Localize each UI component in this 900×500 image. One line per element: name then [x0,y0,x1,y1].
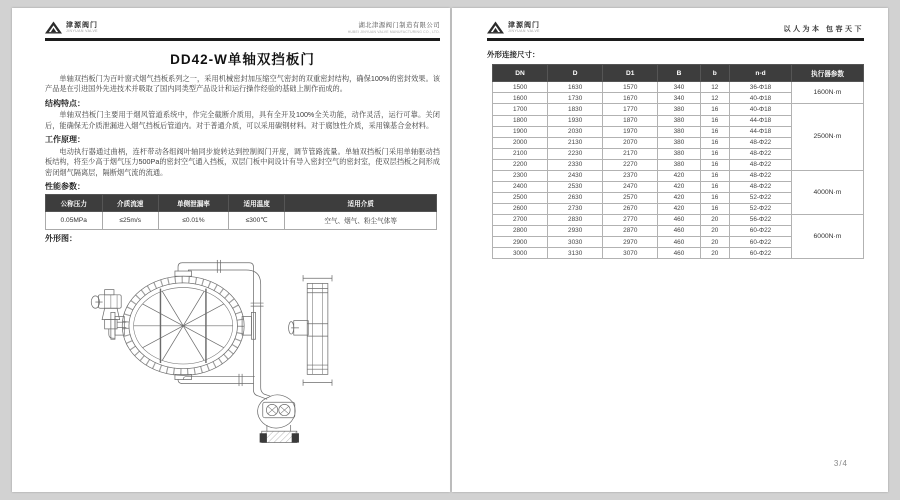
table-cell: 16 [700,192,729,203]
table-cell: 3000 [493,248,548,259]
table-cell: 380 [658,115,700,126]
table-cell: 36-Φ18 [730,82,792,93]
performance-table [45,194,437,230]
table-cell: 380 [658,148,700,159]
column-header: 公称压力 [46,195,103,212]
brand-name: 津源阀门 [66,21,98,29]
table-cell: 44-Φ18 [730,126,792,137]
table-row [493,214,864,225]
table-cell: 2370 [603,170,658,181]
technical-drawing [32,239,446,487]
table-cell: 2600 [493,203,548,214]
table-header-row [46,195,437,212]
table-cell: 2130 [548,137,603,148]
table-cell: 20 [700,237,729,248]
brand-name: 津源阀门 [508,21,540,29]
table-cell: 340 [658,93,700,104]
section-heading-outline: 外形图： [45,233,77,243]
company-name-en: HUBEI JINYUAN VALVE MANUFACTURING CO., LTD. [347,29,440,34]
table-cell: 16 [700,170,729,181]
table-cell: 0.05MPa [46,212,103,230]
table-cell: 52-Φ22 [730,203,792,214]
table-cell: 20 [700,214,729,225]
table-cell: 1500 [493,82,548,93]
table-cell: 2830 [548,214,603,225]
table-cell: 1730 [548,93,603,104]
table-cell: 2230 [548,148,603,159]
table-cell: 2970 [603,237,658,248]
section-heading-dimensions: 外形连接尺寸： [487,50,540,59]
table-cell: 56-Φ22 [730,214,792,225]
column-header: B [658,65,700,82]
table-cell: 60-Φ22 [730,248,792,259]
table-cell: 2900 [493,237,548,248]
table-cell: 1870 [603,115,658,126]
table-cell: 460 [658,225,700,236]
right-page-header [487,14,864,41]
table-cell: 2530 [548,181,603,192]
column-header: D [548,65,603,82]
table-cell: 2700 [493,214,548,225]
table-row [493,104,864,115]
column-header: b [700,65,729,82]
table-cell: 1800 [493,115,548,126]
column-header: DN [493,65,548,82]
table-cell: 2670 [603,203,658,214]
column-header: n-d [730,65,792,82]
brand-subtitle: JINYUAN VALVE [508,28,540,33]
table-cell: 2930 [548,225,603,236]
table-cell: 16 [700,148,729,159]
table-cell: 16 [700,137,729,148]
mountain-logo-icon [487,21,504,34]
company-block [348,23,440,34]
table-cell: 48-Φ22 [730,181,792,192]
column-header: 执行器参数 [792,65,864,82]
table-cell: 1700 [493,104,548,115]
actuator-param-cell: 4000N·m [792,170,864,214]
table-cell: 16 [700,159,729,170]
table-cell: 16 [700,203,729,214]
table-cell: 380 [658,137,700,148]
table-cell: 48-Φ22 [730,170,792,181]
company-slogan: 以人为本 包容天下 [783,26,864,33]
front-view [111,271,256,380]
table-cell: 48-Φ22 [730,137,792,148]
page-number: 3/4 [833,459,848,468]
brand-logo [487,21,540,34]
table-cell: 60-Φ22 [730,237,792,248]
table-cell: 2070 [603,137,658,148]
table-cell: 40-Φ18 [730,93,792,104]
table-cell: ≤0.01% [158,212,228,230]
table-cell: 48-Φ22 [730,159,792,170]
company-name: 湖北津源阀门制造有限公司 [358,21,440,29]
table-cell: 460 [658,214,700,225]
table-cell: 420 [658,192,700,203]
section-heading-performance: 性能参数： [45,182,85,192]
structure-paragraph: 单轴双挡板门主要用于烟风管道系统中，作完全截断介质用，具有全开及100%全关功能，动作灵活，运行可靠。关闭后，能确保无介质泄漏进入烟气挡板后管道内。对于普通介质，可以采用碳钢材料。对于腐蚀性介质，采用镍基合金材料。 [45,110,440,130]
principle-paragraph: 电动执行器通过曲柄，连杆带动各组阀叶轴同步旋转达到控制阀门开度，调节管路流量。单轴双挡板门采用单轴驱动挡板结构，将至少高于烟气压力500Pa的密封空气通入挡板，双层门板中间设计有导入密封空气的密封室，使双层挡板之间形成密闭烟气隔离层，隔断烟气流的流通。 [45,146,440,177]
table-cell: 420 [658,181,700,192]
table-header-row [493,65,864,82]
table-cell: 1770 [603,104,658,115]
table-cell: 2730 [548,203,603,214]
seal-air-piping [178,261,270,400]
product-title: DD42-W单轴双挡板门 [170,52,315,67]
table-cell: 2270 [603,159,658,170]
intro-paragraph: 单轴双挡板门为百叶窗式烟气挡板系列之一，采用机械密封加压缩空气密封的双重密封结构，确保100%的密封效果。该产品是在引进国外先进技术并吸取了国内同类型产品设计和运行操作经验的基础上制作而成的。 [45,74,440,94]
table-cell: 1900 [493,126,548,137]
actuator-param-cell: 6000N·m [792,214,864,258]
table-cell: 420 [658,170,700,181]
brand-subtitle: JINYUAN VALVE [66,28,98,33]
table-cell: 2800 [493,225,548,236]
table-cell: 20 [700,248,729,259]
column-header: 介质流速 [102,195,158,212]
table-cell: 20 [700,225,729,236]
table-cell: 340 [658,82,700,93]
table-cell: 460 [658,248,700,259]
actuator-assembly [91,290,126,339]
table-cell: 3070 [603,248,658,259]
table-cell: 12 [700,82,729,93]
table-cell: 1630 [548,82,603,93]
column-header: 适用温度 [228,195,284,212]
column-header: 单侧泄漏率 [158,195,228,212]
fan-unit [258,395,299,443]
table-cell: 48-Φ22 [730,148,792,159]
table-cell: 空气、烟气、粉尘气体等 [285,212,437,230]
table-cell: 1970 [603,126,658,137]
table-row [493,82,864,93]
section-heading-structure: 结构特点： [45,98,85,108]
table-cell: 460 [658,237,700,248]
column-header: D1 [603,65,658,82]
actuator-param-cell: 2500N·m [792,104,864,170]
table-cell: 12 [700,93,729,104]
table-cell: 1830 [548,104,603,115]
table-cell: 2500 [493,192,548,203]
table-cell: 1570 [603,82,658,93]
table-cell: 16 [700,181,729,192]
table-cell: 2000 [493,137,548,148]
left-page-header [45,14,440,41]
table-cell: 2330 [548,159,603,170]
table-cell: 380 [658,159,700,170]
column-header: 适用介质 [285,195,437,212]
table-cell: 3030 [548,237,603,248]
table-cell: 2570 [603,192,658,203]
table-cell: 16 [700,104,729,115]
table-cell: 380 [658,104,700,115]
table-cell: ≤25m/s [102,212,158,230]
outline-drawing [45,245,440,483]
table-cell: 2030 [548,126,603,137]
mountain-logo-icon [45,21,62,34]
table-cell: 2400 [493,181,548,192]
table-cell: 16 [700,115,729,126]
table-cell: 1930 [548,115,603,126]
table-cell: 40-Φ18 [730,104,792,115]
dimension-table [492,64,864,259]
table-row [493,170,864,181]
table-cell: 3130 [548,248,603,259]
table-row [46,212,437,230]
table-cell: 2770 [603,214,658,225]
table-cell: 2100 [493,148,548,159]
table-cell: 52-Φ22 [730,192,792,203]
catalog-right-page [452,8,888,492]
table-cell: 420 [658,203,700,214]
table-cell: 2300 [493,170,548,181]
table-cell: 2430 [548,170,603,181]
table-cell: 2170 [603,148,658,159]
brand-logo [45,21,98,34]
catalog-left-page [12,8,450,492]
table-cell: 16 [700,126,729,137]
table-cell: 1600 [493,93,548,104]
table-cell: 60-Φ22 [730,225,792,236]
table-cell: ≤300℃ [228,212,284,230]
side-view [289,276,332,387]
table-cell: 44-Φ18 [730,115,792,126]
section-heading-principle: 工作原理： [45,135,85,145]
table-cell: 2470 [603,181,658,192]
table-cell: 380 [658,126,700,137]
table-cell: 2870 [603,225,658,236]
table-cell: 2630 [548,192,603,203]
actuator-param-cell: 1600N·m [792,82,864,104]
table-cell: 1670 [603,93,658,104]
table-cell: 2200 [493,159,548,170]
